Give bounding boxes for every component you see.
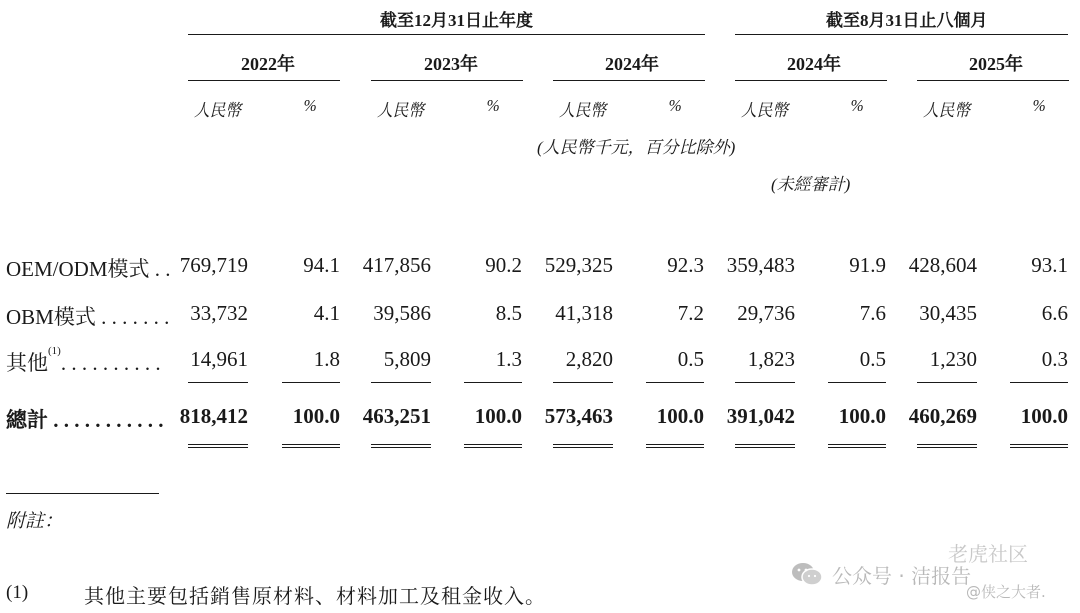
cell-total-c4: 573,463 (544, 404, 613, 428)
total-double-rule-c3 (464, 444, 522, 448)
subtotal-rule-c0 (188, 382, 248, 383)
cell-others-c0: 14,961 (190, 347, 248, 371)
year-rule-2023 (371, 80, 523, 81)
currency-header-2022: 人民幣 (194, 101, 241, 120)
header-group-eight-months-rule (735, 34, 1068, 35)
cell-others-c2: 5,809 (383, 347, 431, 371)
subtotal-rule-c1 (282, 382, 340, 383)
cell-others-c5: 0.5 (677, 347, 704, 371)
pct-header-2025-8m: % (1032, 96, 1046, 115)
subtotal-rule-c4 (553, 382, 613, 383)
watermark-source: 公众号 · 洁报告 (832, 564, 972, 588)
watermark-community: 老虎社区 (948, 542, 1028, 566)
cell-others-c1: 1.8 (313, 347, 340, 371)
cell-total-c6: 391,042 (726, 404, 795, 428)
cell-obm-c0: 33,732 (190, 301, 248, 325)
cell-oem-odm-c4: 529,325 (544, 253, 613, 277)
cell-others-c9: 0.3 (1041, 347, 1068, 371)
cell-others-c3: 1.3 (495, 347, 522, 371)
subtotal-rule-c3 (464, 382, 522, 383)
year-rule-2022 (188, 80, 340, 81)
cell-oem-odm-c2: 417,856 (362, 253, 431, 277)
year-rule-2025-8m (917, 80, 1069, 81)
cell-total-c7: 100.0 (838, 404, 886, 428)
cell-others-c8: 1,230 (929, 347, 977, 371)
wechat-icon (790, 561, 824, 587)
cell-oem-odm-c0: 769,719 (179, 253, 248, 277)
cell-oem-odm-c6: 359,483 (726, 253, 795, 277)
subtotal-rule-c2 (371, 382, 431, 383)
currency-header-2024-8m: 人民幣 (741, 101, 788, 120)
currency-header-2023: 人民幣 (377, 101, 424, 120)
currency-header-2024-full: 人民幣 (559, 101, 606, 120)
row-label-oem-odm: OEM/ODM模式 . . (6, 257, 171, 281)
watermark-author: @侠之大者. (966, 583, 1046, 601)
subtotal-rule-c5 (646, 382, 704, 383)
cell-total-c0: 818,412 (179, 404, 248, 428)
cell-obm-c5: 7.2 (677, 301, 704, 325)
cell-oem-odm-c9: 93.1 (1031, 253, 1068, 277)
row-label-others-text: 其他 (6, 351, 48, 375)
currency-header-2025-8m: 人民幣 (923, 101, 970, 120)
cell-obm-c9: 6.6 (1041, 301, 1068, 325)
total-double-rule-c2 (371, 444, 431, 448)
row-label-total: 總計 . . . . . . . . . . . (6, 408, 164, 432)
row-label-obm: OBM模式 . . . . . . . (6, 305, 170, 329)
pct-header-2024-full: % (668, 96, 682, 115)
cell-oem-odm-c1: 94.1 (303, 253, 340, 277)
cell-obm-c7: 7.6 (859, 301, 886, 325)
cell-others-c7: 0.5 (859, 347, 886, 371)
cell-obm-c2: 39,586 (373, 301, 431, 325)
unaudited-note: (未經審計) (771, 175, 851, 194)
cell-others-c6: 1,823 (747, 347, 795, 371)
pct-header-2023: % (486, 96, 500, 115)
header-group-full-year-rule (188, 34, 705, 35)
cell-obm-c8: 30,435 (919, 301, 977, 325)
total-double-rule-c4 (553, 444, 613, 448)
total-double-rule-c7 (828, 444, 886, 448)
cell-obm-c6: 29,736 (737, 301, 795, 325)
cell-oem-odm-c8: 428,604 (908, 253, 977, 277)
year-header-2024-full: 2024年 (605, 54, 659, 74)
year-header-2022: 2022年 (241, 54, 295, 74)
cell-total-c1: 100.0 (292, 404, 340, 428)
footnote-ref-1: (1) (48, 345, 61, 357)
cell-obm-c3: 8.5 (495, 301, 522, 325)
footnote-separator (6, 493, 159, 494)
header-group-eight-months: 截至8月31日止八個月 (826, 11, 988, 30)
cell-others-c4: 2,820 (565, 347, 613, 371)
total-double-rule-c0 (188, 444, 248, 448)
cell-obm-c1: 4.1 (313, 301, 340, 325)
subtotal-rule-c7 (828, 382, 886, 383)
subtotal-rule-c6 (735, 382, 795, 383)
total-double-rule-c5 (646, 444, 704, 448)
year-rule-2024-8m (735, 80, 887, 81)
cell-total-c5: 100.0 (656, 404, 704, 428)
row-label-others-dots: . . . . . . . . . . (60, 351, 161, 375)
footnote-heading: 附註： (6, 511, 64, 532)
year-header-2025-8m: 2025年 (969, 54, 1023, 74)
unit-note: (人民幣千元，百分比除外) (537, 138, 736, 157)
subtotal-rule-c8 (917, 382, 977, 383)
total-double-rule-c1 (282, 444, 340, 448)
subtotal-rule-c9 (1010, 382, 1068, 383)
footnote-1-marker: (1) (6, 582, 29, 603)
footnote-1-text: 其他主要包括銷售原材料、材料加工及租金收入。 (84, 586, 546, 608)
year-header-2024-8m: 2024年 (787, 54, 841, 74)
pct-header-2022: % (303, 96, 317, 115)
pct-header-2024-8m: % (850, 96, 864, 115)
total-double-rule-c8 (917, 444, 977, 448)
cell-total-c2: 463,251 (362, 404, 431, 428)
cell-obm-c4: 41,318 (555, 301, 613, 325)
cell-total-c3: 100.0 (474, 404, 522, 428)
header-group-full-year: 截至12月31日止年度 (380, 11, 533, 30)
year-rule-2024-full (553, 80, 705, 81)
row-label-others (6, 347, 161, 377)
cell-total-c9: 100.0 (1020, 404, 1068, 428)
cell-oem-odm-c3: 90.2 (485, 253, 522, 277)
cell-oem-odm-c7: 91.9 (849, 253, 886, 277)
cell-oem-odm-c5: 92.3 (667, 253, 704, 277)
total-double-rule-c6 (735, 444, 795, 448)
total-double-rule-c9 (1010, 444, 1068, 448)
year-header-2023: 2023年 (424, 54, 478, 74)
cell-total-c8: 460,269 (908, 404, 977, 428)
